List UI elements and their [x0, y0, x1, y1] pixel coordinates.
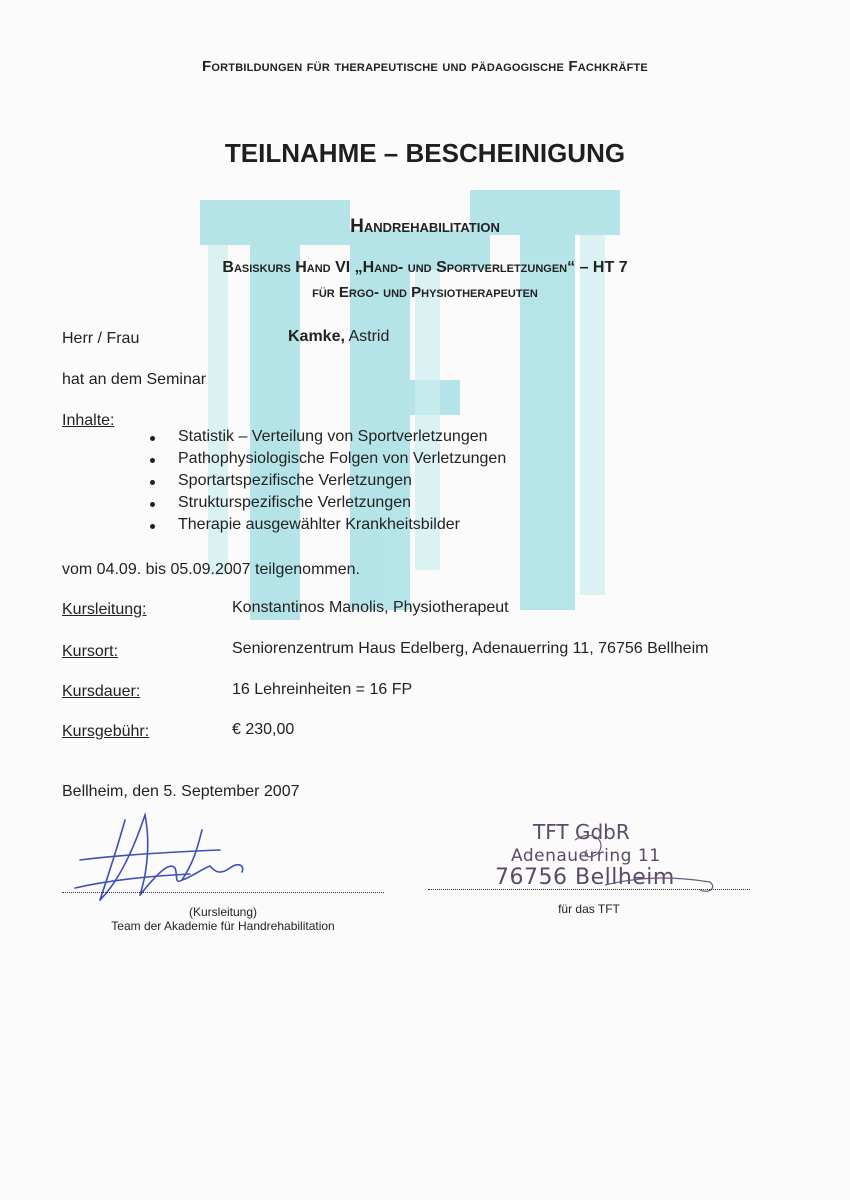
detail-value-kursleitung: Konstantinos Manolis, Physiotherapeut [232, 599, 509, 616]
participant-last-name: Kamke, [288, 328, 345, 345]
detail-value-kursgebuehr: € 230,00 [232, 721, 295, 738]
tft-watermark-logo [200, 190, 620, 620]
company-stamp [495, 820, 725, 900]
stamp-line-1: TFT GdbR [533, 820, 630, 844]
handwritten-signature [70, 800, 260, 910]
list-item: Therapie ausgewählter Krankheitsbilder [148, 516, 506, 538]
stamp-line-3: 76756 Bellheim [495, 865, 675, 890]
list-item: Pathophysiologische Folgen von Verletzungen [148, 450, 506, 472]
place-and-date: Bellheim, den 5. September 2007 [62, 783, 300, 800]
signature-organisation: Team der Akademie für Handrehabilitation [111, 919, 335, 933]
contents-label: Inhalte: [62, 412, 115, 429]
course-audience: für Ergo- und Physiotherapeuten [312, 284, 538, 301]
salutation: Herr / Frau [62, 330, 140, 347]
header-organisation-line: Fortbildungen für therapeutische und pädagogische Fachkräfte [202, 58, 648, 75]
detail-label-kursort: Kursort: [62, 643, 119, 660]
participant-first-name: Astrid [348, 328, 390, 345]
contents-list [148, 428, 506, 538]
participant-name [288, 328, 389, 346]
detail-label-kursleitung: Kursleitung: [62, 601, 147, 618]
signature-line-right [428, 889, 750, 890]
signature-line-left [62, 892, 384, 893]
course-name: Handrehabilitation [350, 216, 500, 237]
list-item: Statistik – Verteilung von Sportverletzungen [148, 428, 506, 450]
detail-value-kursdauer: 16 Lehreinheiten = 16 FP [232, 681, 413, 698]
detail-label-kursdauer: Kursdauer: [62, 683, 141, 700]
list-item: Sportartspezifische Verletzungen [148, 472, 506, 494]
stamp-line-2: Adenauerring 11 [511, 846, 661, 866]
detail-value-kursort: Seniorenzentrum Haus Edelberg, Adenauerring 11, 76756 Bellheim [232, 640, 709, 657]
signature-caption-tft: für das TFT [558, 902, 620, 916]
stamp-signature-scribble [495, 820, 725, 900]
seminar-intro: hat an dem Seminar [62, 371, 207, 388]
detail-label-kursgebuehr: Kursgebühr: [62, 723, 150, 740]
attendance-period: vom 04.09. bis 05.09.2007 teilgenommen. [62, 561, 360, 578]
course-subtitle: Basiskurs Hand VI „Hand- und Sportverletzungen“ – HT 7 [222, 259, 628, 276]
document-title: TEILNAHME – BESCHEINIGUNG [224, 138, 626, 168]
list-item: Strukturspezifische Verletzungen [148, 494, 506, 516]
signature-role: (Kursleitung) [188, 905, 258, 919]
